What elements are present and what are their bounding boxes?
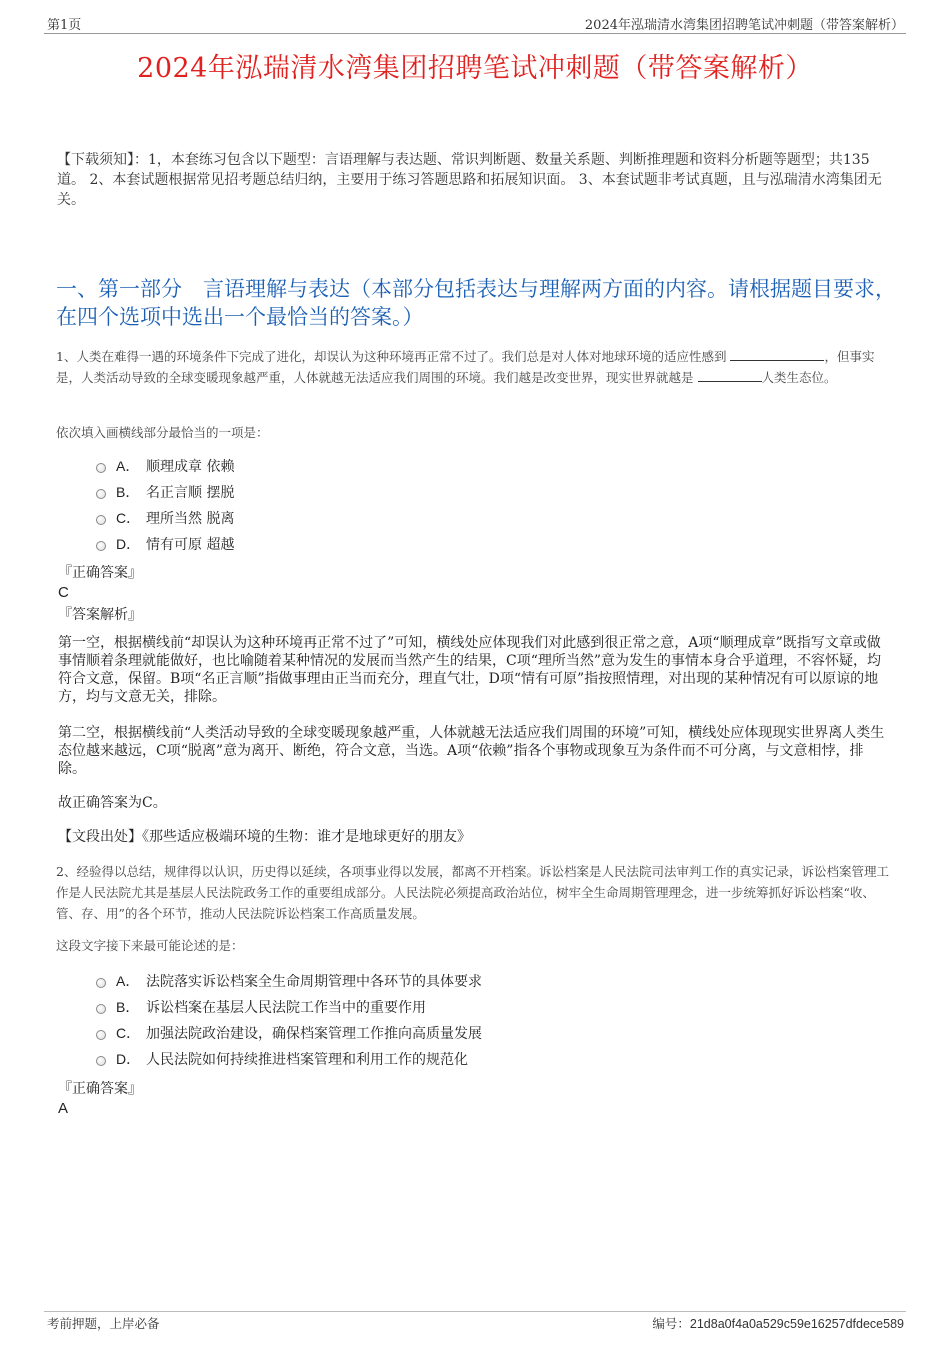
document-title: 2024年泓瑞清水湾集团招聘笔试冲刺题（带答案解析）: [137, 53, 813, 84]
analysis-paragraph-1: 第一空，根据横线前“却误认为这种环境再正常不过了”可知，横线处应体现我们对此感到很正常之意，A项“顺理成章”既指写文章或做事情顺着条理就能做好，也比喻随着某种情况的发展而当然产生的结果，C项“理所当然”意为发生的事情本身合乎道理，不容怀疑，均符合文意，保留。B项“名正言顺”指做事理由正当而充分，理直气壮，D项“情有可原”指按照情理，对出现的某种情况有可以原谅的地方，均与文意无关，排除。: [58, 635, 882, 705]
fill-blank-1: [730, 346, 824, 361]
answer-label: 『正确答案』: [58, 1081, 142, 1097]
radio-icon[interactable]: [96, 463, 106, 473]
footer-divider: [44, 1311, 906, 1312]
option-text: 诉讼档案在基层人民法院工作当中的重要作用: [146, 1000, 426, 1016]
footer-code: [652, 1314, 904, 1332]
option-letter: B．: [116, 484, 140, 500]
radio-icon[interactable]: [96, 1004, 106, 1014]
option-letter: D．: [116, 536, 141, 552]
option-text: 加强法院政治建设，确保档案管理工作推向高质量发展: [146, 1026, 482, 1042]
option-a[interactable]: [96, 453, 896, 479]
question-1-text-part-b: ，但事实是，人类活动导致的全球变暖现象越严重，人体就越无法适应我们周围的环境。我们越是改变世界，现实世界就越是: [56, 349, 875, 385]
fill-blank-2: [698, 367, 762, 382]
option-letter: C．: [116, 1025, 141, 1041]
question-1-text: [56, 346, 896, 388]
radio-icon[interactable]: [96, 1056, 106, 1066]
question-1-text-part-c: 人类生态位。: [761, 370, 837, 385]
option-b[interactable]: [96, 994, 896, 1020]
question-1-text-part-a: 1、人类在难得一遇的环境条件下完成了进化，却误认为这种环境再正常不过了。我们总是对人体对地球环境的适应性感到: [56, 349, 727, 364]
option-c[interactable]: [96, 1020, 896, 1046]
question-1-options: [96, 453, 896, 557]
option-d[interactable]: [96, 531, 896, 557]
page-number: 第1页: [47, 18, 82, 33]
option-letter: A．: [116, 973, 140, 989]
option-letter: A．: [116, 458, 140, 474]
option-d[interactable]: [96, 1046, 896, 1072]
option-b[interactable]: [96, 479, 896, 505]
footer-code-value: 21d8a0f4a0a529c59e16257dfdece589: [689, 1317, 904, 1331]
option-text: 人民法院如何持续推进档案管理和利用工作的规范化: [146, 1052, 468, 1068]
footer-code-label: 编号：: [652, 1316, 690, 1331]
option-c[interactable]: [96, 505, 896, 531]
analysis-conclusion: 故正确答案为C。: [58, 795, 167, 811]
option-text: 顺理成章 依赖: [146, 459, 235, 475]
header-divider: [44, 33, 906, 34]
option-text: 理所当然 脱离: [146, 511, 235, 527]
radio-icon[interactable]: [96, 978, 106, 988]
question-2-prompt: 这段文字接下来最可能论述的是：: [56, 938, 244, 953]
download-notice: 【下载须知】：1，本套练习包含以下题型：言语理解与表达题、常识判断题、数量关系题、判断推理题和资料分析题等题型；共135道。 2、本套试题根据常见招考题总结归纳，主要用于练习答题思路和拓展知识面。 3、本套试题非考试真题，且与泓瑞清水湾集团无关。: [57, 152, 882, 208]
option-a[interactable]: [96, 968, 896, 994]
option-text: 名正言顺 摆脱: [146, 485, 235, 501]
radio-icon[interactable]: [96, 541, 106, 551]
answer-label: 『正确答案』: [58, 565, 142, 581]
footer-slogan: 考前押题，上岸必备: [47, 1316, 160, 1331]
answer-value: A: [58, 1100, 69, 1117]
option-text: 情有可原 超越: [146, 537, 235, 553]
option-text: 法院落实诉讼档案全生命周期管理中各环节的具体要求: [146, 974, 482, 990]
radio-icon[interactable]: [96, 1030, 106, 1040]
option-letter: B．: [116, 999, 140, 1015]
question-1-prompt: 依次填入画横线部分最恰当的一项是：: [56, 425, 269, 440]
analysis-label: 『答案解析』: [58, 607, 142, 623]
header-doc-title: 2024年泓瑞清水湾集团招聘笔试冲刺题（带答案解析）: [584, 18, 904, 33]
radio-icon[interactable]: [96, 515, 106, 525]
source-citation: 【文段出处】《那些适应极端环境的生物：谁才是地球更好的朋友》: [58, 829, 471, 845]
section-heading: 一、第一部分 言语理解与表达（本部分包括表达与理解两方面的内容。请根据题目要求，在四个选项中选出一个最恰当的答案。）: [56, 277, 896, 329]
option-letter: C．: [116, 510, 141, 526]
question-2-answer: [58, 1078, 888, 1117]
question-2-options: [96, 968, 896, 1072]
question-1-answer: [58, 562, 888, 624]
analysis-paragraph-2: 第二空，根据横线前“人类活动导致的全球变暖现象越严重，人体就越无法适应我们周围的环境”可知，横线处应体现现实世界离人类生态位越来越远，C项“脱离”意为离开、断绝，符合文意，当选。A项“依赖”指各个事物或现象互为条件而不可分离，与文意相悖，排除。: [58, 725, 885, 777]
option-letter: D．: [116, 1051, 141, 1067]
question-2-text: 2、经验得以总结，规律得以认识，历史得以延续，各项事业得以发展，都离不开档案。诉讼档案是人民法院司法审判工作的真实记录，诉讼档案管理工作是人民法院尤其是基层人民法院政务工作的重要组成部分。人民法院必须提高政治站位，树牢全生命周期管理理念，进一步统筹抓好诉讼档案“收、管、存、用”的各个环节，推动人民法院诉讼档案工作高质量发展。: [56, 864, 889, 921]
radio-icon[interactable]: [96, 489, 106, 499]
answer-value: C: [58, 584, 69, 601]
